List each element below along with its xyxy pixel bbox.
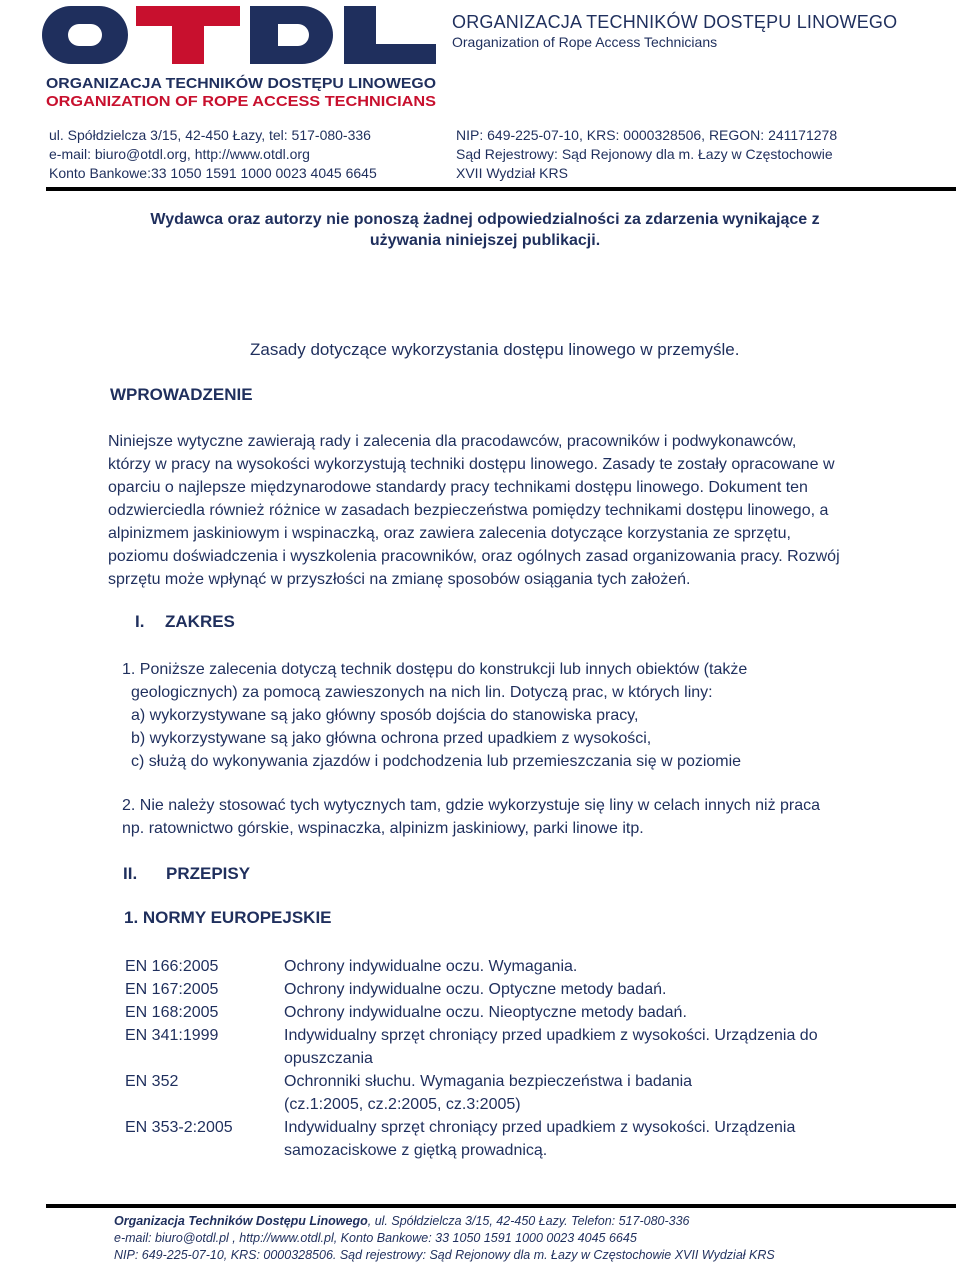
intro-line: którzy w pracy na wysokości wykorzystują techniki dostępu linowego. Zasady te zostały opracowane w bbox=[108, 456, 835, 473]
logo-letter-d bbox=[250, 6, 333, 64]
disclaimer-line-1: Wydawca oraz autorzy nie ponoszą żadnej odpowiedzialności za zdarzenia wynikające z bbox=[150, 211, 820, 228]
footer-org-name: Organizacja Techników Dostępu Linowego bbox=[114, 1214, 368, 1228]
intro-line: Niniejsze wytyczne zawierają rady i zalecenia dla pracodawców, pracowników i podwykonawców, bbox=[108, 433, 797, 450]
norm-description-line: (cz.1:2005, cz.2:2005, cz.3:2005) bbox=[284, 1096, 521, 1113]
section-heading-regulations bbox=[123, 864, 250, 884]
section-number: I. bbox=[135, 612, 145, 631]
header-registry-block bbox=[456, 126, 837, 183]
norm-row bbox=[125, 1001, 844, 1024]
norm-description bbox=[284, 1024, 844, 1070]
intro-line: alpinizmem jaskiniowym i wspinaczką, oraz zawiera zalecenia dotyczące korzystania ze sprzętu, bbox=[108, 525, 791, 542]
norm-code: EN 341:1999 bbox=[125, 1027, 219, 1044]
intro-line: poziomu doświadczenia i wyszkolenia pracowników, oraz ogólnych zasad organizowania pracy. Rozwój bbox=[108, 548, 840, 565]
header-contact-block bbox=[49, 126, 377, 183]
header-divider bbox=[46, 187, 956, 191]
scope-line: 1. Poniższe zalecenia dotyczą technik dostępu do konstrukcji lub innych obiektów (także bbox=[122, 661, 748, 678]
norm-code: EN 167:2005 bbox=[125, 981, 219, 998]
otdl-logo bbox=[40, 2, 440, 112]
norm-code: EN 352 bbox=[125, 1073, 179, 1090]
scope-list-item-a: a) wykorzystywane są jako główny sposób dojścia do stanowiska pracy, bbox=[131, 707, 639, 724]
norm-description bbox=[284, 955, 844, 978]
norm-description-line: Ochrony indywidualne oczu. Nieoptyczne metody badań. bbox=[284, 1004, 687, 1021]
header-address: ul. Spółdzielcza 3/15, 42-450 Łazy, tel: 517-080-336 bbox=[49, 127, 371, 143]
page-footer bbox=[114, 1213, 775, 1264]
scope-list-item-b: b) wykorzystywane są jako główna ochrona przed upadkiem z wysokości, bbox=[131, 730, 652, 747]
norm-code: EN 166:2005 bbox=[125, 958, 219, 975]
norm-description-line: Indywidualny sprzęt chroniący przed upadkiem z wysokości. Urządzenia do bbox=[284, 1027, 818, 1044]
scope-line: geologicznych) za pomocą zawieszonych na nich lin. Dotyczą prac, w których liny: bbox=[131, 684, 713, 701]
norm-row bbox=[125, 1024, 844, 1070]
section-number: II. bbox=[123, 864, 138, 883]
logo-letter-l bbox=[344, 6, 436, 64]
intro-line: sprzętu może wpłynąć w przyszłości na zmianę sposobów osiągania tych założeń. bbox=[108, 571, 691, 588]
section-title: PRZEPISY bbox=[166, 864, 251, 883]
scope-item-1 bbox=[122, 658, 747, 773]
intro-heading: WPROWADZENIE bbox=[110, 385, 253, 404]
norm-description-line: Indywidualny sprzęt chroniący przed upadkiem z wysokości. Urządzenia bbox=[284, 1119, 796, 1136]
logo-letter-t bbox=[136, 6, 240, 64]
disclaimer-line-2: używania niniejszej publikacji. bbox=[369, 232, 601, 249]
header-email-web: e-mail: biuro@otdl.org, http://www.otdl.org bbox=[49, 146, 310, 162]
norm-row bbox=[125, 1116, 844, 1162]
section-heading-scope bbox=[135, 612, 235, 632]
section-title: ZAKRES bbox=[165, 612, 235, 631]
norm-code: EN 168:2005 bbox=[125, 1004, 219, 1021]
header-bank-account: Konto Bankowe:33 1050 1591 1000 0023 4045 6645 bbox=[49, 165, 377, 181]
scope-list-item-c: c) służą do wykonywania zjazdów i podchodzenia lub przemieszczania się w poziomie bbox=[131, 753, 742, 770]
scope-item-2 bbox=[122, 794, 820, 840]
footer-divider bbox=[46, 1204, 956, 1208]
norm-description-line: Ochronniki słuchu. Wymagania bezpieczeństwa i badania bbox=[284, 1073, 693, 1090]
logo-tagline-en: ORGANIZATION OF ROPE ACCESS TECHNICIANS bbox=[46, 94, 437, 110]
scope-line: np. ratownictwo górskie, wspinaczka, alpinizm jaskiniowy, parki linowe itp. bbox=[122, 820, 644, 837]
disclaimer bbox=[120, 209, 850, 251]
intro-line: oparciu o najlepsze międzynarodowe standardy pracy technikami dostępu linowego. Dokument ten bbox=[108, 479, 808, 496]
footer-line-1 bbox=[114, 1213, 775, 1230]
logo-letter-o bbox=[42, 6, 128, 64]
document-subtitle: Zasady dotyczące wykorzystania dostępu linowego w przemyśle. bbox=[250, 340, 740, 359]
footer-line-3: NIP: 649-225-07-10, KRS: 0000328506. Sąd rejestrowy: Sąd Rejonowy dla m. Łazy w Częstochowie XVII Wydział KRS bbox=[114, 1248, 775, 1262]
norm-description bbox=[284, 1070, 844, 1116]
norm-row bbox=[125, 978, 844, 1001]
org-title-en: Oraganization of Rope Access Technicians bbox=[452, 34, 718, 50]
footer-line-2: e-mail: biuro@otdl.pl , http://www.otdl.pl, Konto Bankowe: 33 1050 1591 1000 0023 4045 6645 bbox=[114, 1231, 637, 1245]
footer-address: , ul. Spółdzielcza 3/15, 42-450 Łazy. Telefon: 517-080-336 bbox=[367, 1214, 690, 1228]
intro-paragraph bbox=[108, 430, 868, 591]
norm-description-line: Ochrony indywidualne oczu. Wymagania. bbox=[284, 958, 578, 975]
norm-code: EN 353-2:2005 bbox=[125, 1119, 233, 1136]
norm-row bbox=[125, 955, 844, 978]
header-court: Sąd Rejestrowy: Sąd Rejonowy dla m. Łazy w Częstochowie bbox=[456, 146, 833, 162]
norm-description bbox=[284, 978, 844, 1001]
org-title-pl: ORGANIZACJA TECHNIKÓW DOSTĘPU LINOWEGO bbox=[452, 12, 898, 32]
norm-description bbox=[284, 1116, 844, 1162]
header-court-division: XVII Wydział KRS bbox=[456, 165, 568, 181]
scope-line: 2. Nie należy stosować tych wytycznych tam, gdzie wykorzystuje się liny w celach innych niż praca bbox=[122, 797, 821, 814]
norm-row bbox=[125, 1070, 844, 1116]
norm-description-line: opuszczania bbox=[284, 1050, 373, 1067]
norms-list bbox=[125, 955, 844, 1162]
norms-heading: 1. NORMY EUROPEJSKIE bbox=[124, 908, 332, 927]
norm-description-line: Ochrony indywidualne oczu. Optyczne metody badań. bbox=[284, 981, 667, 998]
logo-tagline-pl: ORGANIZACJA TECHNIKÓW DOSTĘPU LINOWEGO bbox=[46, 76, 407, 92]
intro-line: odzwierciedla również różnice w zasadach bezpieczeństwa pomiędzy technikami dostępu linowego, a bbox=[108, 502, 829, 519]
norm-description bbox=[284, 1001, 844, 1024]
norm-description-line: samozaciskowe z giętką prowadnicą. bbox=[284, 1142, 548, 1159]
header-nip-krs: NIP: 649-225-07-10, KRS: 0000328506, REGON: 241171278 bbox=[456, 127, 838, 143]
